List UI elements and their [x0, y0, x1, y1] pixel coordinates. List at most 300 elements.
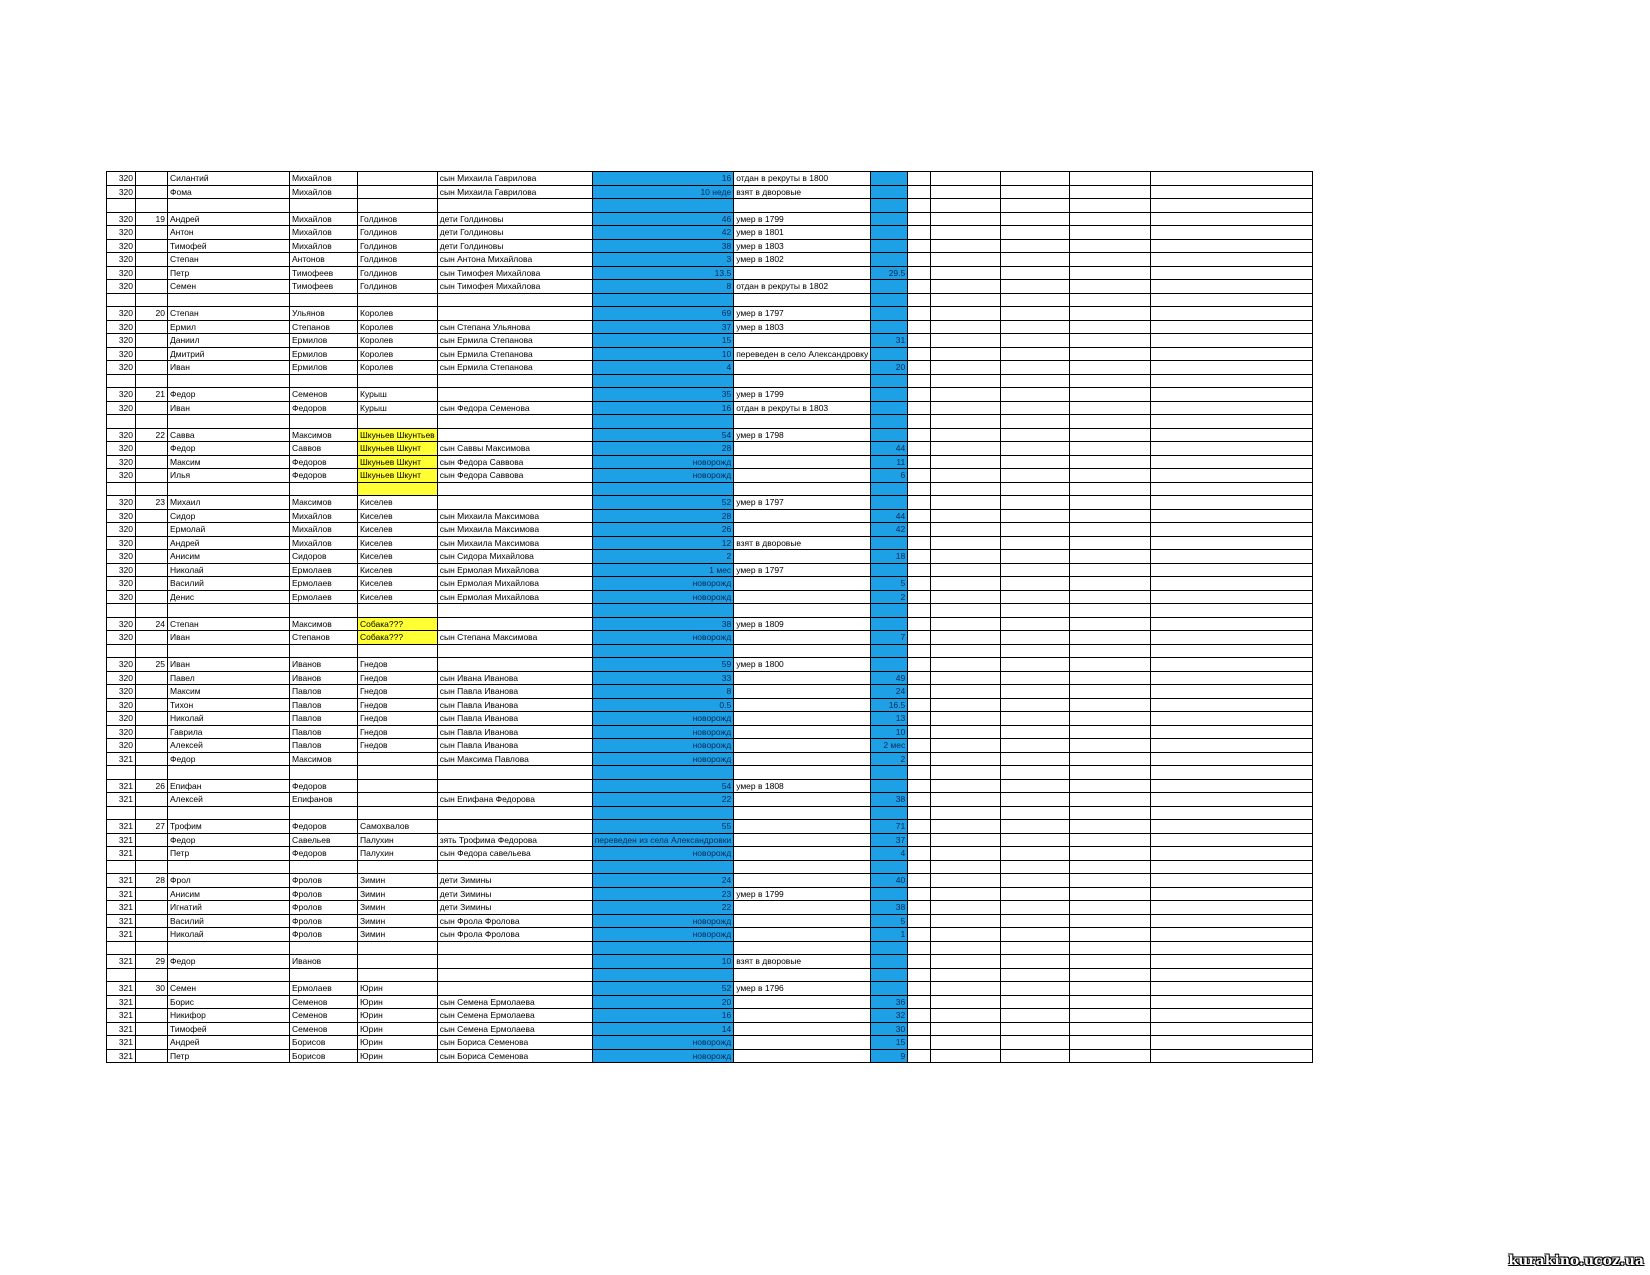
family-number-cell — [136, 347, 168, 361]
note-cell — [734, 334, 871, 348]
name-cell — [168, 644, 290, 658]
family-number-cell — [136, 1049, 168, 1063]
family-number-cell — [136, 401, 168, 415]
age-cell: 13.5 — [592, 266, 733, 280]
age-later-cell — [871, 779, 908, 793]
age-later-cell — [871, 253, 908, 267]
page-cell: 321 — [107, 1022, 136, 1036]
family-number-cell — [136, 847, 168, 861]
page-cell: 321 — [107, 955, 136, 969]
age-later-cell: 10 — [871, 725, 908, 739]
surname-cell: Шкуньев Шкунт — [358, 442, 438, 456]
age-cell: 16 — [592, 1009, 733, 1023]
patronymic-cell: Михайлов — [290, 523, 358, 537]
table-row — [107, 320, 1313, 334]
table-row — [107, 590, 1313, 604]
surname-cell: Шкуньев Шкунт — [358, 455, 438, 469]
empty-cell — [1001, 685, 1070, 699]
age-cell: 46 — [592, 212, 733, 226]
name-cell: Семен — [168, 982, 290, 996]
surname-cell: Гнедов — [358, 739, 438, 753]
page-cell: 320 — [107, 307, 136, 321]
patronymic-cell — [290, 806, 358, 820]
surname-cell: Киселев — [358, 509, 438, 523]
relation-cell: сын Федора Саввова — [437, 455, 592, 469]
family-number-cell — [136, 712, 168, 726]
patronymic-cell — [290, 482, 358, 496]
note-cell — [734, 914, 871, 928]
name-cell: Иван — [168, 631, 290, 645]
empty-cell — [1070, 347, 1151, 361]
spacer-row — [107, 941, 1313, 955]
note-cell — [734, 644, 871, 658]
surname-cell: Шкуньев Шкунт — [358, 469, 438, 483]
empty-cell — [1151, 685, 1313, 699]
empty-cell — [1070, 388, 1151, 402]
family-number-cell — [136, 442, 168, 456]
empty-cell — [1070, 1009, 1151, 1023]
age-cell: 1 мес — [592, 563, 733, 577]
note-cell: умер в 1802 — [734, 253, 871, 267]
name-cell — [168, 806, 290, 820]
surname-cell — [358, 779, 438, 793]
patronymic-cell: Семенов — [290, 1022, 358, 1036]
empty-cell — [1001, 928, 1070, 942]
empty-cell — [1070, 374, 1151, 388]
note-cell — [734, 766, 871, 780]
empty-cell — [1070, 266, 1151, 280]
surname-cell — [358, 941, 438, 955]
empty-cell — [908, 793, 931, 807]
surname-cell: Киселев — [358, 577, 438, 591]
patronymic-cell: Михайлов — [290, 172, 358, 186]
empty-cell — [908, 995, 931, 1009]
surname-cell: Королев — [358, 334, 438, 348]
empty-cell — [908, 253, 931, 267]
family-number-cell — [136, 914, 168, 928]
empty-cell — [1001, 968, 1070, 982]
family-number-cell — [136, 1036, 168, 1050]
name-cell: Андрей — [168, 1036, 290, 1050]
age-cell: 2 — [592, 550, 733, 564]
surname-cell — [358, 766, 438, 780]
age-later-cell — [871, 239, 908, 253]
empty-cell — [908, 212, 931, 226]
empty-cell — [1001, 739, 1070, 753]
page-cell: 321 — [107, 1009, 136, 1023]
name-cell: Фома — [168, 185, 290, 199]
name-cell: Федор — [168, 752, 290, 766]
spacer-row — [107, 860, 1313, 874]
table-row — [107, 779, 1313, 793]
page-cell: 321 — [107, 847, 136, 861]
age-cell: 52 — [592, 982, 733, 996]
page-cell — [107, 199, 136, 213]
relation-cell: дети Голдиновы — [437, 212, 592, 226]
relation-cell: сын Михаила Гаврилова — [437, 172, 592, 186]
page-cell: 320 — [107, 347, 136, 361]
empty-cell — [1001, 212, 1070, 226]
surname-cell: Курыш — [358, 388, 438, 402]
empty-cell — [1151, 671, 1313, 685]
patronymic-cell: Павлов — [290, 712, 358, 726]
empty-cell — [1070, 779, 1151, 793]
empty-cell — [1001, 172, 1070, 186]
page-cell: 320 — [107, 536, 136, 550]
empty-cell — [908, 928, 931, 942]
page-cell: 321 — [107, 928, 136, 942]
age-cell: новорожд — [592, 739, 733, 753]
patronymic-cell: Степанов — [290, 631, 358, 645]
surname-cell: Собака??? — [358, 631, 438, 645]
empty-cell — [908, 631, 931, 645]
relation-cell: дети Голдиновы — [437, 239, 592, 253]
table-row — [107, 496, 1313, 510]
empty-cell — [931, 307, 1001, 321]
age-cell: 38 — [592, 239, 733, 253]
patronymic-cell: Иванов — [290, 658, 358, 672]
age-later-cell: 38 — [871, 793, 908, 807]
surname-cell: Юрин — [358, 1036, 438, 1050]
note-cell — [734, 685, 871, 699]
family-number-cell: 24 — [136, 617, 168, 631]
empty-cell — [1001, 523, 1070, 537]
empty-cell — [1151, 644, 1313, 658]
age-cell — [592, 941, 733, 955]
empty-cell — [908, 361, 931, 375]
relation-cell — [437, 604, 592, 618]
empty-cell — [1070, 671, 1151, 685]
empty-cell — [908, 806, 931, 820]
empty-cell — [931, 1036, 1001, 1050]
patronymic-cell: Михайлов — [290, 185, 358, 199]
age-cell — [592, 604, 733, 618]
family-number-cell — [136, 860, 168, 874]
page-cell: 320 — [107, 334, 136, 348]
name-cell: Федор — [168, 388, 290, 402]
age-later-cell — [871, 428, 908, 442]
empty-cell — [1001, 955, 1070, 969]
table-row — [107, 955, 1313, 969]
relation-cell: сын Антона Михайлова — [437, 253, 592, 267]
name-cell: Борис — [168, 995, 290, 1009]
name-cell: Максим — [168, 455, 290, 469]
note-cell — [734, 806, 871, 820]
table-row — [107, 752, 1313, 766]
empty-cell — [931, 1022, 1001, 1036]
empty-cell — [908, 307, 931, 321]
relation-cell: сын Саввы Максимова — [437, 442, 592, 456]
name-cell: Михаил — [168, 496, 290, 510]
empty-cell — [931, 388, 1001, 402]
patronymic-cell: Федоров — [290, 847, 358, 861]
age-later-cell: 16.5 — [871, 698, 908, 712]
page-cell: 320 — [107, 185, 136, 199]
family-number-cell — [136, 415, 168, 429]
table-row — [107, 185, 1313, 199]
family-number-cell — [136, 455, 168, 469]
patronymic-cell — [290, 766, 358, 780]
spacer-row — [107, 415, 1313, 429]
empty-cell — [1151, 509, 1313, 523]
age-cell: новорожд — [592, 469, 733, 483]
table-row — [107, 307, 1313, 321]
family-number-cell — [136, 928, 168, 942]
table-row — [107, 388, 1313, 402]
empty-cell — [1151, 725, 1313, 739]
patronymic-cell: Максимов — [290, 617, 358, 631]
empty-cell — [1001, 806, 1070, 820]
empty-cell — [1070, 617, 1151, 631]
page-cell: 320 — [107, 698, 136, 712]
empty-cell — [908, 982, 931, 996]
age-later-cell: 2 мес — [871, 739, 908, 753]
patronymic-cell: Фролов — [290, 887, 358, 901]
empty-cell — [931, 172, 1001, 186]
table-row — [107, 901, 1313, 915]
note-cell — [734, 671, 871, 685]
empty-cell — [931, 401, 1001, 415]
empty-cell — [1001, 536, 1070, 550]
age-cell — [592, 644, 733, 658]
page-cell: 321 — [107, 1036, 136, 1050]
page-cell — [107, 604, 136, 618]
page-cell: 321 — [107, 887, 136, 901]
empty-cell — [931, 914, 1001, 928]
patronymic-cell: Сидоров — [290, 550, 358, 564]
surname-cell — [358, 968, 438, 982]
relation-cell — [437, 779, 592, 793]
empty-cell — [931, 820, 1001, 834]
family-number-cell — [136, 1009, 168, 1023]
empty-cell — [908, 401, 931, 415]
table-row — [107, 550, 1313, 564]
age-cell — [592, 415, 733, 429]
patronymic-cell: Фролов — [290, 901, 358, 915]
age-cell: новорожд — [592, 847, 733, 861]
page-cell: 320 — [107, 509, 136, 523]
empty-cell — [1151, 185, 1313, 199]
family-number-cell — [136, 172, 168, 186]
relation-cell: зять Трофима Федорова — [437, 833, 592, 847]
age-cell: 23 — [592, 887, 733, 901]
empty-cell — [1151, 536, 1313, 550]
family-number-cell — [136, 941, 168, 955]
family-number-cell — [136, 671, 168, 685]
empty-cell — [931, 941, 1001, 955]
age-cell — [592, 860, 733, 874]
page-cell: 320 — [107, 550, 136, 564]
empty-cell — [931, 253, 1001, 267]
page-cell: 320 — [107, 685, 136, 699]
name-cell: Степан — [168, 617, 290, 631]
note-cell — [734, 604, 871, 618]
page-cell — [107, 766, 136, 780]
family-number-cell: 28 — [136, 874, 168, 888]
patronymic-cell — [290, 968, 358, 982]
patronymic-cell: Максимов — [290, 752, 358, 766]
empty-cell — [1151, 631, 1313, 645]
name-cell: Никифор — [168, 1009, 290, 1023]
note-cell — [734, 415, 871, 429]
table-row — [107, 577, 1313, 591]
note-cell — [734, 361, 871, 375]
empty-cell — [1151, 455, 1313, 469]
relation-cell: сын Семена Ермолаева — [437, 1022, 592, 1036]
name-cell — [168, 415, 290, 429]
empty-cell — [1001, 199, 1070, 213]
age-later-cell: 36 — [871, 995, 908, 1009]
name-cell: Николай — [168, 563, 290, 577]
age-cell: 4 — [592, 361, 733, 375]
relation-cell — [437, 293, 592, 307]
empty-cell — [908, 347, 931, 361]
patronymic-cell — [290, 941, 358, 955]
note-cell: отдан в рекруты в 1802 — [734, 280, 871, 294]
empty-cell — [1070, 185, 1151, 199]
empty-cell — [1151, 266, 1313, 280]
table-row — [107, 1036, 1313, 1050]
patronymic-cell: Максимов — [290, 428, 358, 442]
note-cell: умер в 1799 — [734, 212, 871, 226]
empty-cell — [1070, 766, 1151, 780]
page-cell: 320 — [107, 739, 136, 753]
empty-cell — [908, 739, 931, 753]
empty-cell — [1151, 388, 1313, 402]
patronymic-cell — [290, 293, 358, 307]
relation-cell: дети Зимины — [437, 901, 592, 915]
patronymic-cell — [290, 374, 358, 388]
empty-cell — [1151, 914, 1313, 928]
note-cell — [734, 455, 871, 469]
table-row — [107, 509, 1313, 523]
empty-cell — [908, 955, 931, 969]
age-later-cell: 20 — [871, 361, 908, 375]
table-row — [107, 820, 1313, 834]
surname-cell — [358, 752, 438, 766]
relation-cell: сын Ермолая Михайлова — [437, 577, 592, 591]
relation-cell — [437, 766, 592, 780]
note-cell — [734, 374, 871, 388]
table-row — [107, 469, 1313, 483]
note-cell — [734, 577, 871, 591]
table-row — [107, 212, 1313, 226]
empty-cell — [1001, 280, 1070, 294]
relation-cell: дети Зимины — [437, 874, 592, 888]
family-number-cell — [136, 577, 168, 591]
page-cell: 320 — [107, 469, 136, 483]
table-row — [107, 658, 1313, 672]
note-cell — [734, 874, 871, 888]
empty-cell — [1070, 739, 1151, 753]
empty-cell — [908, 172, 931, 186]
family-number-cell — [136, 334, 168, 348]
table-row — [107, 685, 1313, 699]
empty-cell — [1001, 995, 1070, 1009]
empty-cell — [1070, 590, 1151, 604]
empty-cell — [1070, 401, 1151, 415]
page-cell: 320 — [107, 401, 136, 415]
age-cell: новорожд — [592, 914, 733, 928]
surname-cell — [358, 185, 438, 199]
table-row — [107, 334, 1313, 348]
empty-cell — [931, 617, 1001, 631]
family-number-cell — [136, 226, 168, 240]
empty-cell — [1001, 658, 1070, 672]
empty-cell — [1151, 482, 1313, 496]
empty-cell — [931, 266, 1001, 280]
empty-cell — [1001, 631, 1070, 645]
empty-cell — [1001, 455, 1070, 469]
empty-cell — [1070, 536, 1151, 550]
patronymic-cell: Иванов — [290, 671, 358, 685]
empty-cell — [1070, 874, 1151, 888]
table-row — [107, 793, 1313, 807]
patronymic-cell: Ермилов — [290, 347, 358, 361]
name-cell: Тихон — [168, 698, 290, 712]
patronymic-cell: Ульянов — [290, 307, 358, 321]
empty-cell — [931, 995, 1001, 1009]
name-cell: Алексей — [168, 739, 290, 753]
surname-cell — [358, 955, 438, 969]
empty-cell — [908, 239, 931, 253]
table-row — [107, 914, 1313, 928]
page-cell: 320 — [107, 671, 136, 685]
age-later-cell: 1 — [871, 928, 908, 942]
empty-cell — [1001, 644, 1070, 658]
empty-cell — [1151, 995, 1313, 1009]
age-later-cell — [871, 604, 908, 618]
note-cell — [734, 739, 871, 753]
note-cell — [734, 1049, 871, 1063]
empty-cell — [1151, 739, 1313, 753]
page-cell: 321 — [107, 874, 136, 888]
empty-cell — [1070, 307, 1151, 321]
age-later-cell: 11 — [871, 455, 908, 469]
age-later-cell — [871, 968, 908, 982]
empty-cell — [1151, 361, 1313, 375]
empty-cell — [1070, 847, 1151, 861]
age-later-cell: 37 — [871, 833, 908, 847]
age-later-cell — [871, 766, 908, 780]
empty-cell — [1151, 320, 1313, 334]
family-number-cell — [136, 887, 168, 901]
patronymic-cell: Федоров — [290, 779, 358, 793]
relation-cell: сын Ермолая Михайлова — [437, 590, 592, 604]
age-later-cell: 32 — [871, 1009, 908, 1023]
age-later-cell: 49 — [871, 671, 908, 685]
empty-cell — [1001, 887, 1070, 901]
empty-cell — [1070, 968, 1151, 982]
empty-cell — [908, 968, 931, 982]
name-cell: Тимофей — [168, 239, 290, 253]
age-later-cell — [871, 806, 908, 820]
relation-cell: сын Бориса Семенова — [437, 1036, 592, 1050]
age-later-cell — [871, 388, 908, 402]
patronymic-cell: Семенов — [290, 995, 358, 1009]
age-cell — [592, 293, 733, 307]
empty-cell — [1001, 577, 1070, 591]
empty-cell — [1070, 833, 1151, 847]
page-cell: 320 — [107, 442, 136, 456]
age-later-cell — [871, 955, 908, 969]
age-cell: 10 — [592, 955, 733, 969]
empty-cell — [1001, 779, 1070, 793]
name-cell: Федор — [168, 442, 290, 456]
empty-cell — [931, 523, 1001, 537]
empty-cell — [1151, 874, 1313, 888]
empty-cell — [931, 199, 1001, 213]
